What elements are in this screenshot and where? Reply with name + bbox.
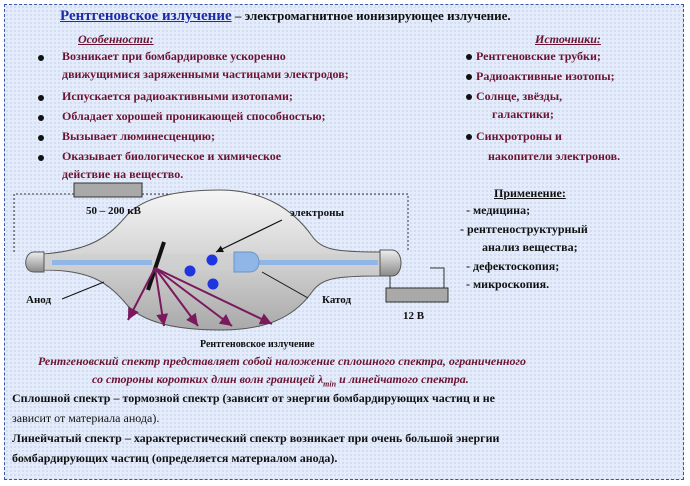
continuous-spectrum-2: зависит от материала анода). [12, 411, 160, 425]
source-item: Солнце, звёзды, [466, 89, 562, 104]
source-item: Синхротроны и [466, 129, 562, 144]
line-spectrum-1: Линейчатый спектр – характеристический спектр возникает при очень большой энергии [12, 431, 500, 445]
application-item: - дефектоскопия; [466, 259, 560, 273]
feature-item: Вызывает люминесценцию; [62, 129, 215, 143]
application-item: анализ вещества; [482, 240, 578, 254]
feature-item: движущимися заряженными частицами электродов; [62, 67, 349, 81]
features-heading: Особенности: [78, 32, 154, 46]
cathode-label: Катод [322, 294, 352, 306]
source-item: галактики; [492, 107, 554, 121]
feature-item: Испускается радиоактивными изотопами; [62, 89, 293, 103]
spectrum-line-2: со стороны коротких длин волн границей $\lambda_{min}$ и линейчатого спектра. [92, 372, 469, 389]
anode-label: Анод [26, 294, 52, 306]
feature-item: Оказывает биологическое и химическое [62, 149, 282, 163]
anode-cap [26, 252, 44, 272]
source-item: Рентгеновские трубки; [466, 49, 601, 64]
electrons-label: электроны [290, 207, 345, 219]
source-item: Радиоактивные изотопы; [466, 69, 615, 84]
source-item: накопители электронов. [488, 149, 621, 163]
anode-pointer [62, 282, 104, 299]
line-spectrum-2: бомбардирующих частиц (определяется материалом анода). [12, 451, 338, 465]
cathode-cap [380, 250, 401, 276]
electron [208, 279, 219, 290]
title-rest: – электромагнитное ионизирующее излучение. [231, 8, 511, 23]
application-item: - микроскопия. [466, 277, 550, 291]
voltage-low-label: 12 В [403, 310, 425, 322]
feature-item: Возникает при бомбардировке ускоренно [62, 49, 286, 63]
feature-item: Обладает хорошей проникающей способностью; [62, 109, 326, 123]
anode-rod [52, 260, 152, 265]
cathode-cup [234, 252, 259, 272]
spectrum-line-1: Рентгеновский спектр представляет собой наложение сплошного спектра, ограниченного [38, 354, 526, 368]
high-voltage-source [74, 183, 142, 197]
voltage-high-label: 50 – 200 кВ [86, 205, 141, 217]
application-item: - рентгеноструктурный [460, 222, 588, 236]
feature-item: действие на вещество. [62, 167, 184, 181]
electron [185, 266, 196, 277]
title-main: Рентгеновское излучение [60, 8, 232, 24]
electron [207, 255, 218, 266]
sources-heading: Источники: [535, 32, 601, 46]
continuous-spectrum-1: Сплошной спектр – тормозной спектр (зависит от энергии бомбардирующих частиц и не [12, 391, 496, 405]
application-heading: Применение: [494, 186, 566, 200]
application-item: - медицина; [466, 203, 531, 217]
low-voltage-source [386, 288, 448, 302]
cathode-rod [254, 260, 378, 265]
xray-label: Рентгеновское излучение [200, 339, 315, 350]
